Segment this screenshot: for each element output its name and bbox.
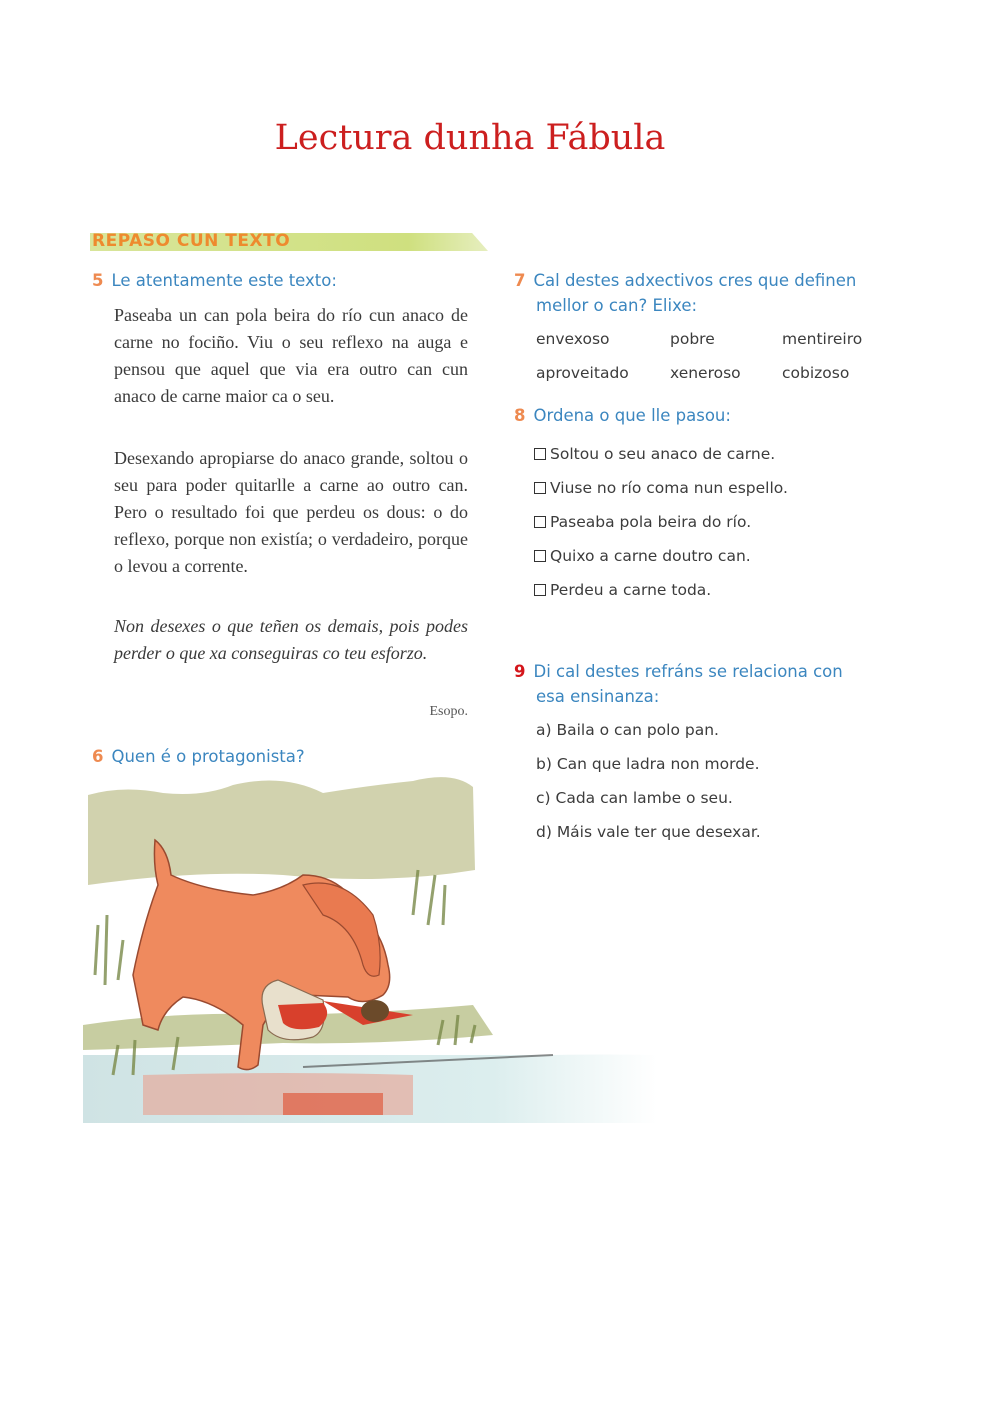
checkbox[interactable] [534,550,546,562]
dog-illustration [83,775,910,1123]
order-item [534,505,788,539]
order-item [534,573,788,607]
question-number: 7 [514,271,526,290]
checkbox[interactable] [534,482,546,494]
order-list [534,437,788,607]
adjective-option[interactable]: envexoso [536,330,610,348]
page-title-text: Lectura dunha Fábula [274,118,666,158]
question-number: 9 [514,662,526,681]
question-7 [514,268,884,318]
question-prompt-line2: esa ensinanza: [536,687,660,706]
checkbox[interactable] [534,516,546,528]
refran-option[interactable]: b) Can que ladra non morde. [536,755,760,773]
adjective-option[interactable]: aproveitado [536,364,629,382]
adjective-option[interactable]: mentireiro [782,330,863,348]
question-prompt-line2: mellor o can? Elixe: [536,296,698,315]
story-author: Esopo. [429,704,468,719]
question-prompt: Le atentamente este texto: [111,271,337,290]
refran-option[interactable]: d) Máis vale ter que desexar. [536,823,761,841]
section-band-label: REPASO CUN TEXTO [92,231,291,251]
refran-options [536,718,761,854]
order-item-label: Quixo a carne doutro can. [550,547,751,565]
adjective-option[interactable]: xeneroso [670,364,741,382]
checkbox[interactable] [534,584,546,596]
checkbox[interactable] [534,448,546,460]
order-item-label: Soltou o seu anaco de carne. [550,445,776,463]
story-paragraph-1: Paseaba un can pola beira do río cun anaco de carne no fociño. Viu o seu reflexo na auga e pensou que aquel que via era outro can cun anaco de carne maior ca o seu. [114,305,468,406]
adjective-options [536,327,896,385]
question-number: 6 [92,747,104,766]
question-prompt-line1: Cal destes adxectivos cres que definen [533,271,857,290]
adjective-option[interactable]: pobre [670,330,715,348]
question-prompt-line1: Di cal destes refráns se relaciona con [533,662,843,681]
order-item [534,437,788,471]
order-item-label: Viuse no río coma nun espello. [550,479,788,497]
question-prompt: Quen é o protagonista? [111,747,305,766]
order-item-label: Perdeu a carne toda. [550,581,712,599]
question-6 [92,744,305,769]
refran-option[interactable]: a) Baila o can polo pan. [536,721,719,739]
question-prompt: Ordena o que lle pasou: [533,406,731,425]
order-item [534,539,788,573]
question-9 [514,659,884,709]
page-title [0,118,940,158]
question-number: 8 [514,406,526,425]
question-5 [92,268,337,293]
question-8 [514,403,731,428]
story-paragraph-2: Desexando apropiarse do anaco grande, soltou o seu para poder quitarlle a carne ao outro can. Pero o resultado foi que perdeu os dous: o do reflexo, porque non existía; o verdadeiro, porque o levou a corrente. [114,448,468,576]
order-item-label: Paseaba pola beira do río. [550,513,752,531]
order-item [534,471,788,505]
adjective-option[interactable]: cobizoso [782,364,850,382]
story-moral: Non desexes o que teñen os demais, pois podes perder o que xa conseguiras co teu esforzo. [114,616,468,663]
refran-option[interactable]: c) Cada can lambe o seu. [536,789,733,807]
question-number: 5 [92,271,104,290]
